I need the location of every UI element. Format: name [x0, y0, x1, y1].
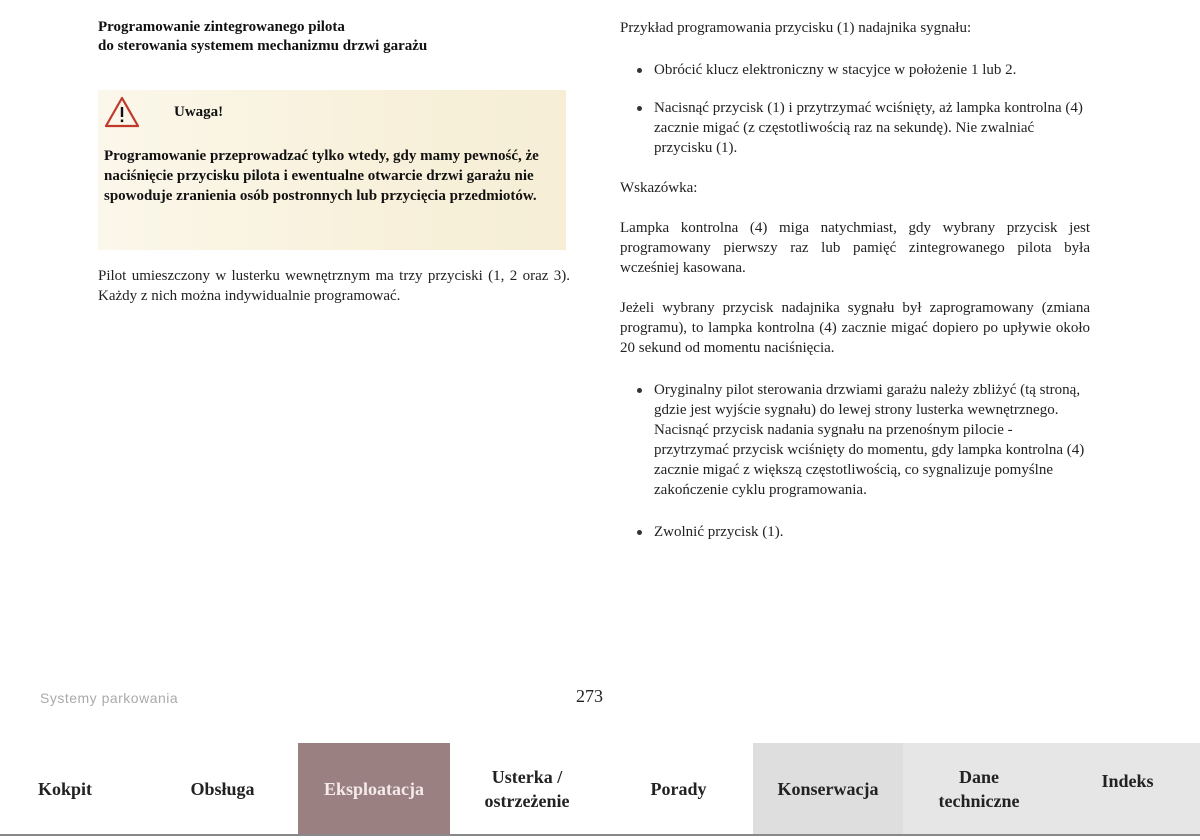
intro-text: Przykład programowania przycisku (1) nadajnika sygnału:	[620, 20, 972, 36]
tab-label: Porady	[650, 779, 707, 799]
list-item-text: Obrócić klucz elektroniczny w stacyjce w położenie 1 lub 2.	[654, 62, 1017, 78]
warning-header	[104, 96, 404, 132]
hint-paragraph-2: Jeżeli wybrany przycisk nadajnika sygnału był zaprogramowany (zmiana programu), to lampka kontrolna (4) zacznie migać dopiero po upływie około 20 sekund od momentu naciśnięcia.	[620, 300, 1090, 356]
warning-label: Uwaga!	[174, 104, 224, 120]
tab-label: Eksploatacja	[323, 779, 424, 799]
list-item-text: Nacisnąć przycisk (1) i przytrzymać wciśnięty, aż lampka kontrolna (4) zacznie migać (z częstotliwością raz na sekundę). Nie zwalniać przycisku (1).	[654, 100, 1083, 156]
tab-dane-techniczne[interactable]	[903, 743, 1055, 835]
tab-label: Konserwacja	[777, 779, 879, 799]
list-item	[620, 60, 1090, 80]
bullet-icon	[637, 388, 642, 393]
list-item-text: Zwolnić przycisk (1).	[654, 524, 784, 540]
bullet-icon	[637, 106, 642, 111]
tab-kokpit[interactable]	[0, 743, 130, 835]
bullet-list-2	[620, 380, 1090, 542]
tab-label: Usterka / ostrzeżenie	[484, 767, 570, 811]
page-number: 273	[576, 686, 603, 706]
tab-konserwacja[interactable]	[753, 743, 903, 835]
list-item	[620, 98, 1090, 158]
tab-label: Dane techniczne	[938, 767, 1020, 811]
tab-obsluga[interactable]	[150, 743, 295, 835]
tab-eksploatacja[interactable]	[298, 743, 450, 835]
chapter-tabs	[0, 743, 1200, 835]
tab-divider-line	[0, 834, 1200, 836]
left-column	[98, 18, 570, 56]
section-title: Programowanie zintegrowanego pilota do sterowania systemem mechanizmu drzwi garażu	[98, 19, 428, 54]
list-item-text: Oryginalny pilot sterowania drzwiami garażu należy zbliżyć (tą stroną, gdzie jest wyjście sygnału) do lewej strony lusterka wewnętrznego. Nacisnąć przycisk nadania sygnału na przenośnym pilocie - przytrzymać przycisk wciśnięty do momentu, gdy lampka kontrolna (4) zacznie migać z większą częstotliwością, co sygnalizuje pomyślne zakończenie cyklu programowania.	[654, 382, 1085, 498]
right-column	[620, 18, 1090, 542]
warning-triangle-icon	[104, 96, 140, 128]
list-item	[620, 380, 1090, 500]
tab-usterka-ostrzezenie[interactable]	[452, 743, 602, 835]
tab-porady[interactable]	[606, 743, 751, 835]
hint-label: Wskazówka:	[620, 180, 698, 196]
bullet-list-1	[620, 60, 1090, 158]
left-paragraph: Pilot umieszczony w lusterku wewnętrznym ma trzy przyciski (1, 2 oraz 3). Każdy z nich można indywidualnie programować.	[98, 268, 570, 304]
tab-indeks[interactable]	[1055, 743, 1200, 835]
hint-paragraph-1: Lampka kontrolna (4) miga natychmiast, gdy wybrany przycisk jest programowany pierwszy raz lub pamięć zintegrowanego pilota była wcześniej kasowana.	[620, 220, 1090, 276]
bullet-icon	[637, 68, 642, 73]
list-item	[620, 522, 1090, 542]
bullet-icon	[637, 530, 642, 535]
tab-label: Obsługa	[190, 779, 255, 799]
tab-label: Indeks	[1101, 771, 1154, 791]
warning-text: Programowanie przeprowadzać tylko wtedy, gdy mamy pewność, że naciśnięcie przycisku pilota i ewentualne otwarcie drzwi garażu nie spowoduje zranienia osób postronnych lub przycięcia przedmiotów.	[104, 148, 539, 204]
tab-label: Kokpit	[37, 779, 93, 799]
footer-section-name: Systemy parkowania	[40, 690, 179, 706]
